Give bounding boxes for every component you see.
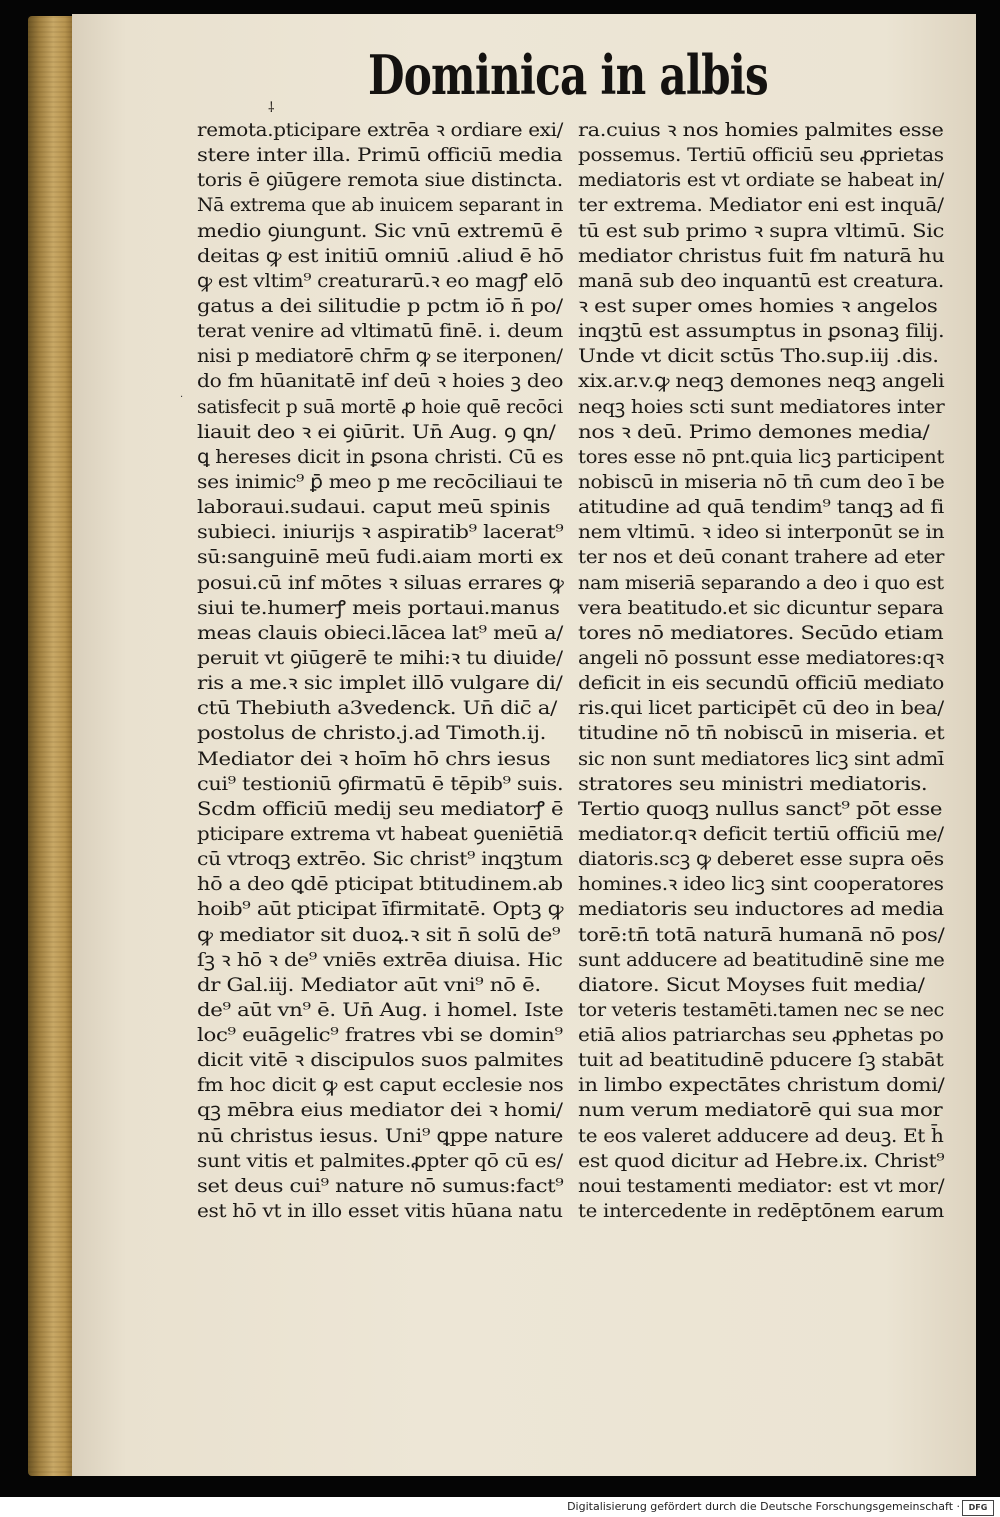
text-line: laboraui.sudaui. caput meū spinis — [197, 496, 551, 519]
text-line: tores esse nō pnt.quia licꝫ participent — [578, 445, 944, 468]
text-line: manā sub deo inquantū est creatura. — [578, 269, 944, 292]
text-line: stratores seu ministri mediatoris. — [578, 772, 928, 795]
text-line: remota.pticipare extrēa ꝛ ordiare exi/ — [197, 119, 564, 141]
text-line: subieci. iniurijs ꝛ aspiratib⁹ lacerat⁹ — [197, 521, 564, 544]
text-line: deficit in eis secundū officiū mediato — [578, 672, 944, 695]
text-line: tores nō mediatores. Secūdo etiam — [578, 621, 944, 644]
text-line: mediator christus fuit fm naturā hu — [578, 244, 945, 267]
text-line: loc⁹ euāgelic⁹ fratres vbi se domin⁹ — [197, 1024, 563, 1047]
text-line: ctū Thebiuth a3vedenck. Un̄ dic̄ a/ — [197, 697, 557, 720]
text-line: ter nos et deū conant trahere ad eter — [578, 546, 945, 569]
text-line: sū:sanguinē meū fudi.aiam morti ex — [197, 546, 563, 569]
text-line: fm hoc dicit ꝙ est caput ecclesie nos — [197, 1074, 564, 1097]
text-line: cū vtroqꝫ extrēo. Sic christ⁹ inqꝫtum — [197, 848, 563, 871]
text-line: ris.qui licet participēt cū deo in bea/ — [578, 697, 944, 720]
text-line: nem vltimū. ꝛ ideo si interponūt se in — [578, 521, 945, 544]
text-line: neqꝫ hoies scti sunt mediatores inter — [578, 395, 945, 418]
text-line: num verum mediatorē qui sua mor — [578, 1099, 943, 1122]
text-line: pticipare extrema vt habeat ꝯueniētiā — [197, 822, 564, 845]
text-line: mediatoris seu inductores ad media — [578, 898, 944, 921]
text-line: te eos valeret adducere ad deuꝫ. Et h̄ — [578, 1124, 944, 1147]
text-line: est quod dicitur ad Hebre.ix. Christ⁹ — [578, 1149, 945, 1172]
text-line: nam miseriā separando a deo i quo est — [578, 571, 944, 594]
text-line: ꝙ mediator sit duoꝝ.ꝛ sit n̄ solū de⁹ — [197, 923, 561, 946]
text-line: toris ē ꝯiūgere remota siue distincta. — [197, 169, 563, 192]
text-line: Tertio quoqꝫ nullus sanct⁹ pōt esse — [578, 797, 943, 820]
text-line: postolus de christo.j.ad Timoth.ij. — [197, 722, 547, 745]
text-line: dicit vitē ꝛ discipulos suos palmites — [197, 1049, 564, 1072]
text-line: tuit ad beatitudinē pducere ſꝫ stabāt — [578, 1049, 944, 1072]
text-line: posui.cū inf mōtes ꝛ siluas errares ꝙ — [197, 571, 564, 594]
text-line: ter extrema. Mediator eni est inquā/ — [578, 194, 944, 217]
text-line: liauit deo ꝛ ei ꝯiūrit. Un̄ Aug. ꝯ ꝗn/ — [197, 420, 556, 443]
text-line: hō a deo ꝗdē pticipat btitudinem.ab — [197, 873, 563, 896]
text-line: siui te.humerꝭ meis portaui.manus — [197, 596, 560, 619]
text-line: gatus a dei silitudie p pctm iō n̄ po/ — [197, 294, 563, 317]
text-line: terat venire ad vltimatū finē. i. deum — [197, 320, 564, 343]
text-line: Unde vt dicit sctūs Tho.sup.iij .dis. — [578, 345, 939, 368]
text-line: satisfecit p suā mortē ꝓ hoie quē recōci — [197, 395, 563, 418]
text-line: diatoris.scꝫ ꝙ deberet esse supra oēs — [578, 848, 944, 871]
text-line: Scdm officiū medij seu mediatorꝭ ē — [197, 797, 564, 820]
marginal-dot: · — [180, 392, 184, 403]
marginal-mark: ⸸ — [268, 100, 275, 116]
text-line: ra.cuius ꝛ nos homies palmites esse — [578, 119, 944, 141]
text-line: deitas ꝙ est initiū omniū .aliud ē hō — [197, 244, 564, 267]
text-column-left — [197, 118, 563, 1224]
text-line: meas clauis obieci.lācea lat⁹ meū a/ — [197, 621, 564, 644]
text-line: tor veteris testamēti.tamen nec se nec — [578, 998, 945, 1021]
text-line: nisi p mediatorē chr̄m ꝙ se iterponen/ — [197, 345, 563, 368]
text-line: cui⁹ testioniū ꝯfirmatū ē tēpib⁹ suis. — [197, 772, 564, 795]
text-line: sunt vitis et palmites.ꝓpter qō cū es/ — [197, 1149, 563, 1172]
text-line: set deus cui⁹ nature nō sumus:fact⁹ — [197, 1174, 564, 1197]
text-line: est hō vt in illo esset vitis hūana natu — [197, 1200, 563, 1223]
text-line: nos ꝛ deū. Primo demones media/ — [578, 420, 930, 443]
dfg-logo: DFG — [962, 1500, 994, 1516]
text-line: diatore. Sicut Moyses fuit media/ — [578, 973, 925, 996]
text-line: possemus. Tertiū officiū seu ꝓprietas — [578, 144, 944, 167]
text-line: atitudine ad quā tendim⁹ tanqꝫ ad fi — [578, 496, 944, 519]
text-line: sunt adducere ad beatitudinē sine me — [578, 948, 945, 971]
text-line: etiā alios patriarchas seu ꝓphetas po — [578, 1024, 944, 1047]
text-line: stere inter illa. Primū officiū media — [197, 144, 563, 167]
running-head: Dominica in albis — [368, 43, 768, 107]
text-line: nū christus iesus. Uni⁹ ꝗppe nature — [197, 1124, 564, 1147]
text-line: in limbo expectātes christum domi/ — [578, 1074, 945, 1097]
text-line: Mediator dei ꝛ hoīm hō chrs iesus — [197, 747, 551, 770]
text-line: ꝛ est super omes homies ꝛ angelos — [578, 294, 938, 317]
text-line: ꝙ est vltim⁹ creaturarū.ꝛ eo magꝭ elō — [197, 269, 564, 292]
text-line: medio ꝯiungunt. Sic vnū extremū ē — [197, 219, 563, 242]
text-line: titudine nō tn̄ nobiscū in miseria. et — [578, 722, 945, 745]
text-line: inqꝫtū est assumptus in ꝑsonaꝫ filij. — [578, 320, 945, 343]
text-line: ſꝫ ꝛ hō ꝛ de⁹ vniēs extrēa diuisa. Hic — [197, 948, 563, 971]
text-line: xix.ar.v.ꝙ neqꝫ demones neqꝫ angeli — [578, 370, 945, 393]
text-line: ses inimic⁹ ꝑ̄ meo p me recōciliaui te — [197, 470, 563, 493]
text-line: angeli nō possunt esse mediatores:qꝛ — [578, 646, 944, 669]
text-line: vera beatitudo.et sic dicuntur separa — [578, 596, 944, 619]
text-line: ꝗ hereses dicit in ꝑsona christi. Cū es — [197, 445, 564, 468]
text-line: te intercedente in redēptōnem earum — [578, 1200, 944, 1223]
text-line: noui testamenti mediator: est vt mor/ — [578, 1174, 945, 1197]
text-line: de⁹ aūt vn⁹ ē. Un̄ Aug. i homel. Iste — [197, 998, 564, 1021]
text-line: sic non sunt mediatores licꝫ sint admī — [578, 747, 944, 770]
text-line: do fm hūanitatē inf deū ꝛ hoies ꝫ deo — [197, 370, 564, 393]
funding-credit: Digitalisierung gefördert durch die Deutsche Forschungsgemeinschaft · — [567, 1500, 960, 1513]
text-line: ris a me.ꝛ sic implet illō vulgare di/ — [197, 672, 563, 695]
text-line: mediator.qꝛ deficit tertiū officiū me/ — [578, 822, 944, 845]
text-column-right — [578, 118, 944, 1224]
book-page-edge — [28, 16, 74, 1476]
text-line: tū est sub primo ꝛ supra vltimū. Sic — [578, 219, 945, 242]
text-line: mediatoris est vt ordiate se habeat in/ — [578, 169, 944, 192]
text-line: Nā extrema que ab inuicem separant in — [197, 194, 564, 217]
text-line: dr Gal.iij. Mediator aūt vni⁹ nō ē. — [197, 973, 541, 996]
text-line: nobiscū in miseria nō tn̄ cum deo ī be — [578, 470, 945, 493]
text-line: hoib⁹ aūt pticipat īfirmitatē. Optꝫ ꝙ — [197, 898, 564, 921]
text-line: torē:tn̄ totā naturā humanā nō pos/ — [578, 923, 945, 946]
text-line: homines.ꝛ ideo licꝫ sint cooperatores — [578, 873, 944, 896]
text-line: peruit vt ꝯiūgerē te mihi:ꝛ tu diuide/ — [197, 646, 563, 669]
text-line: qꝫ mēbra eius mediator dei ꝛ homi/ — [197, 1099, 563, 1122]
